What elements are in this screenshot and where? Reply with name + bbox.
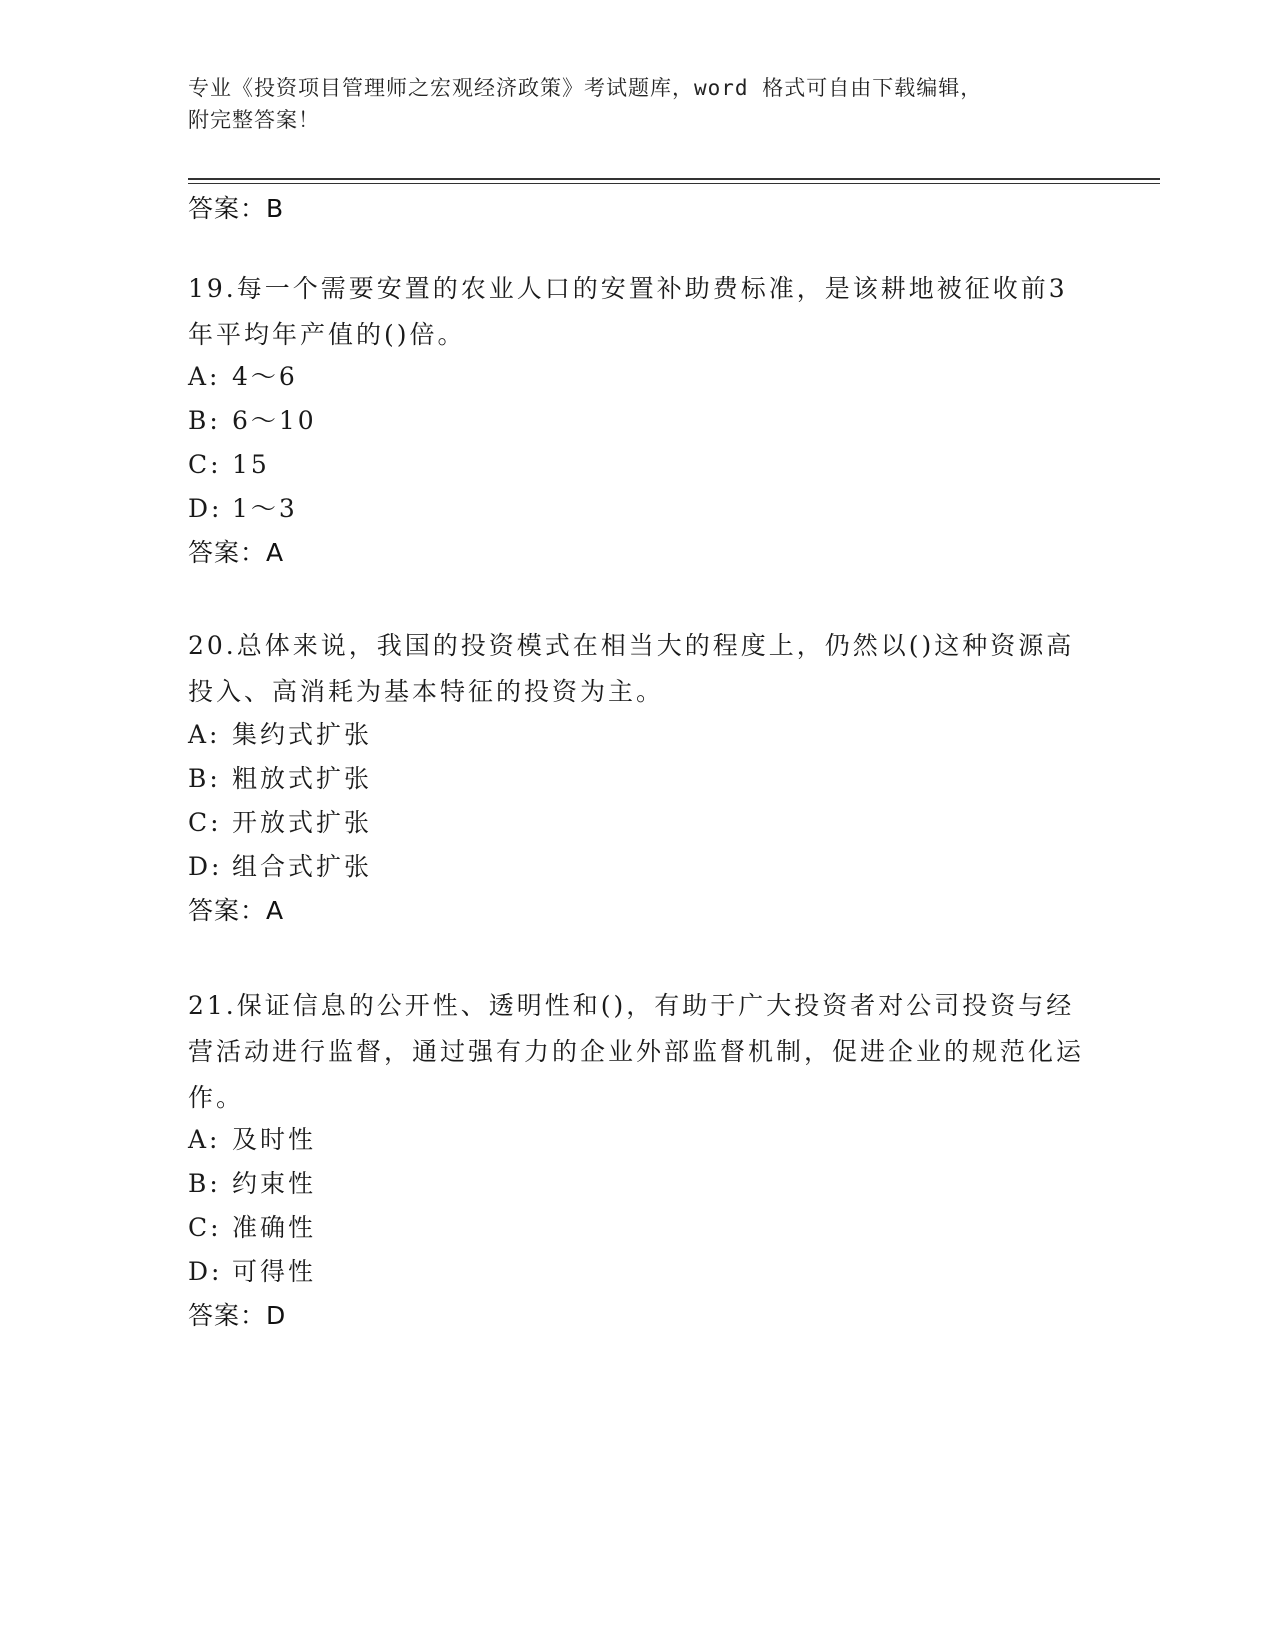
question-20-answer: 答案：A [188, 896, 285, 925]
option-text: 组合式扩张 [232, 852, 373, 881]
previous-answer: 答案：B [188, 194, 285, 223]
question-20-stem: 20.总体来说，我国的投资模式在相当大的程度上，仍然以()这种资源高投入、高消耗为基本特征的投资为主。 [188, 631, 1075, 706]
option-label: D: [188, 852, 223, 881]
option-label: D: [188, 1257, 223, 1286]
option-label: A: [188, 362, 221, 391]
question-21-answer: 答案：D [188, 1301, 287, 1330]
option-label: B: [188, 764, 221, 793]
question-20-option-c [188, 806, 372, 840]
option-text: 开放式扩张 [232, 808, 373, 837]
option-text: 粗放式扩张 [232, 764, 373, 793]
option-label: C: [188, 1213, 222, 1242]
option-text: 4～6 [232, 362, 298, 391]
question-20-option-b [188, 762, 372, 796]
header-divider-thick [188, 178, 1160, 180]
option-label: B: [188, 1169, 221, 1198]
question-21-stem: 21.保证信息的公开性、透明性和()，有助于广大投资者对公司投资与经营活动进行监督，通过强有力的企业外部监督机制，促进企业的规范化运作。 [188, 991, 1085, 1112]
option-label: D: [188, 494, 223, 523]
option-label: B: [188, 406, 221, 435]
option-text: 15 [232, 450, 270, 479]
question-19-option-a [188, 360, 298, 394]
option-text: 准确性 [232, 1213, 317, 1242]
option-label: C: [188, 808, 222, 837]
question-19-option-c [188, 448, 270, 482]
header-line-2: 附完整答案！ [188, 108, 320, 132]
option-text: 约束性 [232, 1169, 317, 1198]
question-21-option-c [188, 1211, 316, 1245]
question-20-option-d [188, 850, 372, 884]
option-text: 6～10 [232, 406, 317, 435]
question-19-stem: 19.每一个需要安置的农业人口的安置补助费标准，是该耕地被征收前3年平均年产值的()倍。 [188, 274, 1068, 349]
document-header [188, 72, 1068, 136]
question-19-option-b [188, 404, 317, 438]
option-text: 可得性 [232, 1257, 317, 1286]
question-21-option-a [188, 1123, 316, 1157]
question-21-option-d [188, 1255, 316, 1289]
question-20-option-a [188, 718, 372, 752]
header-line-1: 专业《投资项目管理师之宏观经济政策》考试题库，word 格式可自由下载编辑， [188, 76, 983, 100]
option-label: A: [188, 720, 221, 749]
option-label: C: [188, 450, 222, 479]
option-label: A: [188, 1125, 221, 1154]
option-text: 1～3 [232, 494, 298, 523]
question-19-answer: 答案：A [188, 538, 285, 567]
question-21-option-b [188, 1167, 316, 1201]
option-text: 及时性 [232, 1125, 317, 1154]
question-19-option-d [188, 492, 298, 526]
header-divider-thin [188, 183, 1160, 184]
option-text: 集约式扩张 [232, 720, 373, 749]
